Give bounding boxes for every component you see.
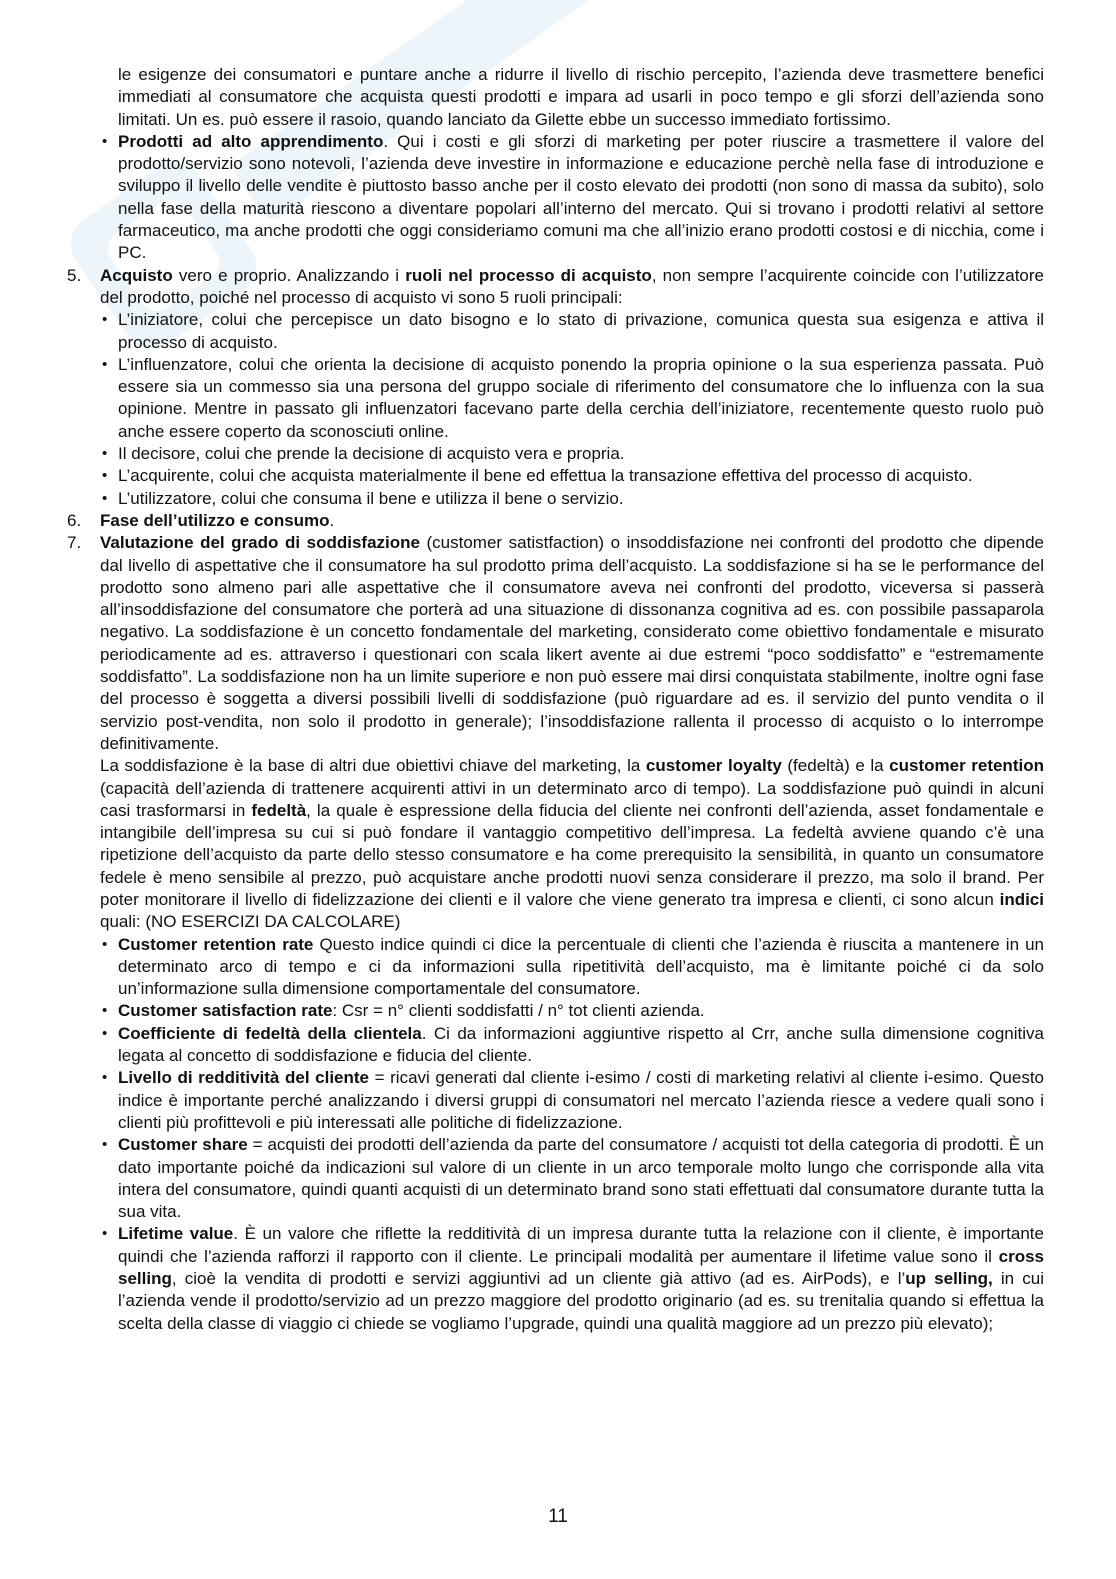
- list-item-role: • L’acquirente, colui che acquista materialmente il bene ed effettua la transazione effettiva del processo di acquisto.: [100, 465, 1044, 487]
- bold-term: Prodotti ad alto apprendimento: [118, 131, 384, 151]
- list-item-lifetime-value: • Lifetime value. È un valore che riflette la redditività di un impresa durante tutta la relazione con il cliente, è importante quindi che l’azienda rafforzi il rapporto con il cliente. Le principali modalità per aumentare il lifetime value sono il cross selling, cioè la vendita di prodotti e servizi aggiuntivi ad un cliente già attivo (ad es. AirPods), e l’up selling, in cui l’azienda vende il prodotto/servizio ad un prezzo maggiore del prodotto originario (ad es. su trenitalia quando si effettua la scelta della classe di viaggio ci chiede se vogliamo l’upgrade, quindi una qualità maggiore ad un prezzo più elevato);: [100, 1223, 1044, 1334]
- list-item-index: • Livello di redditività del cliente = ricavi generati dal cliente i-esimo / costi di marketing relativi al cliente i-esimo. Questo indice è importante perché analizzando i diversi gruppi di consumatori nel mercato l’azienda riesce a vedere quali sono i clienti più profittevoli e più interessati alle politiche di fidelizzazione.: [100, 1067, 1044, 1134]
- paragraph-continuation: le esigenze dei consumatori e puntare anche a ridurre il livello di rischio percepito, l’azienda deve trasmettere benefici immediati al consumatore che acquista questi prodotti e impara ad usarli in poco tempo e gli sforzi dell’azienda sono limitati. Un es. può essere il rasoio, quando lanciato da Gilette ebbe un successo immediato fortissimo.: [118, 65, 1044, 129]
- paragraph-loyalty: La soddisfazione è la base di altri due obiettivi chiave del marketing, la customer loyalty (fedeltà) e la customer retention (capacità dell’azienda di trattenere acquirenti attivi in un determinato arco di tempo). La soddisfazione può quindi in alcuni casi trasformarsi in fedeltà, la quale è espressione della fiducia del cliente nei confronti dell’azienda, asset fondamentale e intangibile dell’impresa su cui si può fondare il vantaggio competitivo dell’impresa. La fedeltà avviene quando c’è una ripetizione dell’acquisto da parte dello stesso consumatore e ha come prerequisito la sensibilità, in quanto un consumatore fedele è meno sensibile al prezzo, può acquistare anche prodotti nuovi senza considerare il prezzo, ma solo il brand. Per poter monitorare il livello di fidelizzazione dei clienti e il valore che viene generato tra impresa e clienti, ci sono alcun indici quali: (NO ESERCIZI DA CALCOLARE): [100, 756, 1044, 932]
- list-item-alto-apprendimento: • Prodotti ad alto apprendimento. Qui i costi e gli sforzi di marketing per poter riuscire a trasmettere il valore del prodotto/servizio sono notevoli, l’azienda deve investire in informazione e educazione perchè nella fase di introduzione e sviluppo il livello delle vendite è piuttosto basso anche per il costo elevato dei prodotti (non sono di massa da subito), solo nella fase della maturità riescono a diventare popolari all’interno del mercato. Qui si trovano i prodotti relativi al settore farmaceutico, ma anche prodotti che oggi consideriamo comuni ma che all’inizio erano prodotti costosi e di nicchia, come i PC.: [100, 131, 1044, 265]
- document-body: [67, 64, 1045, 1335]
- list-item-index: • Customer retention rate Questo indice quindi ci dice la percentuale di clienti che l’azienda è riuscita a mantenere in un determinato arco di tempo e ci da informazioni sulla ripetitività dell’acquisto, ma è limitante poiché ci da solo un’informazione sulla dimensione comportamentale del consumatore.: [100, 934, 1044, 1001]
- list-item-index: • Customer share = acquisti dei prodotti dell’azienda da parte del consumatore / acquisti tot della categoria di prodotti. È un dato importante poiché da indicazioni sul valore di un cliente in un arco temporale molto lungo che corrisponde alla vita intera del consumatore, quindi quanti acquisti di un determinato brand sono stati effettuati dal consumatore durante tutta la sua vita.: [100, 1134, 1044, 1223]
- numbered-item-6: 6. Fase dell’utilizzo e consumo.: [67, 510, 335, 530]
- page-number: 11: [548, 1506, 568, 1527]
- numbered-item-7: 7. Valutazione del grado di soddisfazione (customer satistfaction) o insoddisfazione nei confronti del prodotto che dipende dal livello di aspettative che il consumatore ha sul prodotto prima dell’acquisto. La soddisfazione si ha se le performance del prodotto sono almeno pari alle aspettative che il consumatore aveva nei confronti del prodotto, viceversa si passerà all’insoddisfazione del consumatore che porterà ad una situazione di dissonanza cognitiva ad es. con possibile passaparola negativo. La soddisfazione è un concetto fondamentale del marketing, considerato come obiettivo fondamentale e misurato periodicamente ad es. attraverso i questionari con scala likert avente ai due estremi “poco soddisfatto” e “estremamente soddisfatto”. La soddisfazione non ha un limite superiore e non può essere mai dirsi conquistata stabilmente, inoltre ogni fase del processo è soggetta a diversi possibili livelli di soddisfazione (può riguardare ad es. il servizio del punto vendita o il servizio post-vendita, non solo il prodotto in generale); l’insoddisfazione rallenta il processo di acquisto o lo interrompe definitivamente.: [67, 533, 1044, 753]
- list-item-index: • Customer satisfaction rate: Csr = n° clienti soddisfatti / n° tot clienti azienda.: [100, 1000, 1044, 1022]
- list-item-index: • Coefficiente di fedeltà della clientela. Ci da informazioni aggiuntive rispetto al Crr, anche sulla dimensione cognitiva legata al concetto di soddisfazione e fiducia del cliente.: [100, 1023, 1044, 1068]
- list-item-role: • Il decisore, colui che prende la decisione di acquisto vera e propria.: [100, 443, 1044, 465]
- list-item-role: • L’influenzatore, colui che orienta la decisione di acquisto ponendo la propria opinione o la sua esperienza passata. Può essere sia un commesso sia una persona del gruppo sociale di riferimento del consumatore che lo influenza con la sua opinione. Mentre in passato gli influenzatori facevano parte della cerchia dell’iniziatore, recentemente questo ruolo può anche essere coperto da sconosciuti online.: [100, 354, 1044, 443]
- list-item-role: • L’utilizzatore, colui che consuma il bene e utilizza il bene o servizio.: [100, 488, 1044, 510]
- numbered-item-5: 5. Acquisto vero e proprio. Analizzando i ruoli nel processo di acquisto, non sempre l’acquirente coincide con l’utilizzatore del prodotto, poiché nel processo di acquisto vi sono 5 ruoli principali:: [67, 265, 1044, 307]
- list-item-role: • L’iniziatore, colui che percepisce un dato bisogno e lo stato di privazione, comunica questa sua esigenza e attiva il processo di acquisto.: [100, 309, 1044, 354]
